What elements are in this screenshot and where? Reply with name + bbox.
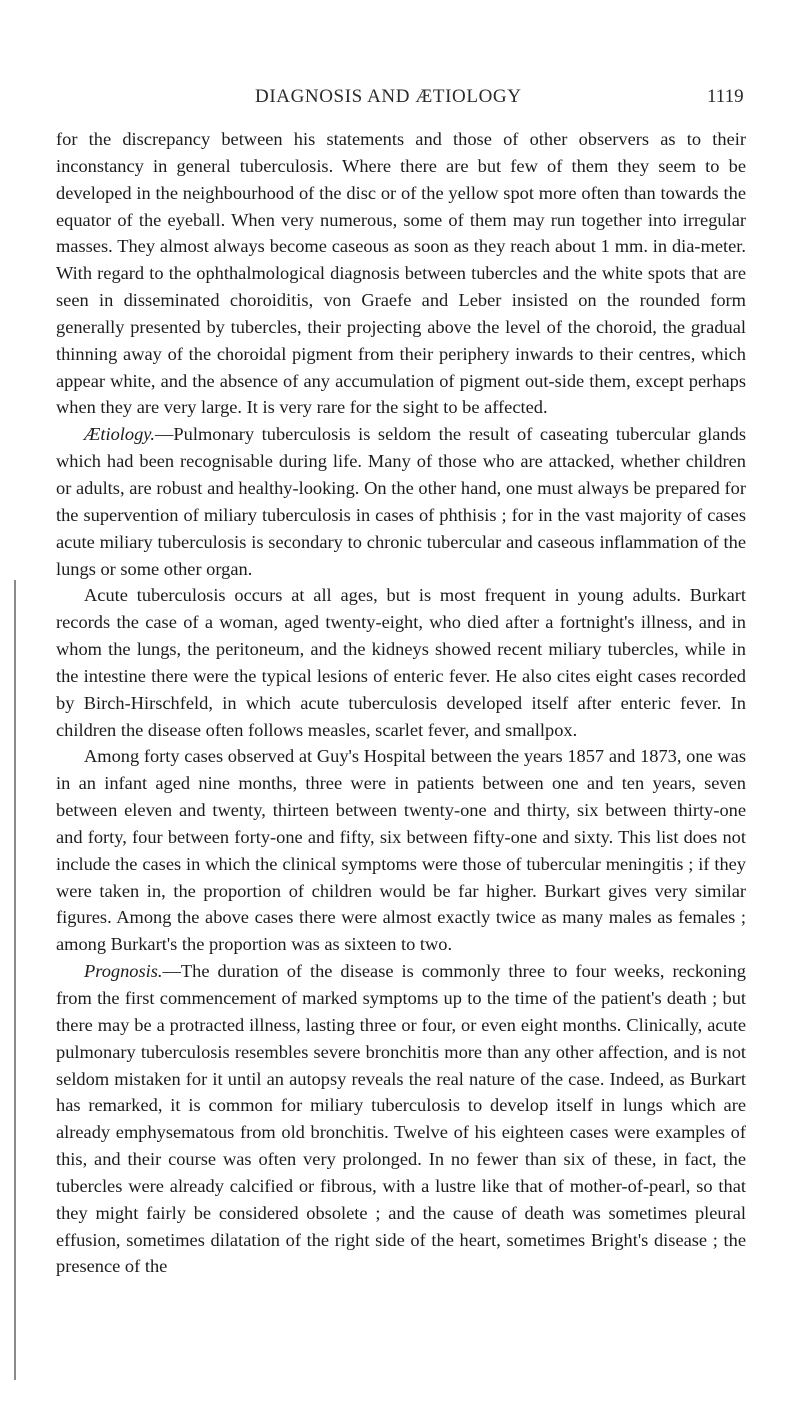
paragraph-text: —Pulmonary tuberculosis is seldom the result of caseating tubercular glands which had been recognisable during life. Many of those who are attacked, whether children or adults, are robust and healthy-looking. On the other hand, one must always be prepared for the supervention of miliary tuberculosis in cases of phthisis ; for in the vast majority of cases acute miliary tuberculosis is secondary to chronic tubercular and caseous inflammation of the lungs or some other organ. [56, 424, 746, 579]
paragraph-aetiology [56, 421, 746, 582]
paragraph-continued: for the discrepancy between his statements and those of other observers as to their inconstancy in general tuberculosis. Where there are but few of them they seem to be developed in the neighbourhood of the disc or of the yellow spot more often than towards the equator of the eyeball. When very numerous, some of them may run together into irregular masses. They almost always become caseous as soon as they reach about 1 mm. in dia-meter. With regard to the ophthalmological diagnosis between tubercles and the white spots that are seen in disseminated choroiditis, von Graefe and Leber insisted on the rounded form generally presented by tubercles, their projecting above the level of the choroid, the gradual thinning away of the choroidal pigment from their periphery inwards to their centres, which appear white, and the absence of any accumulation of pigment out-side them, except perhaps when they are very large. It is very rare for the sight to be affected. [56, 129, 746, 418]
page-header [0, 86, 800, 116]
section-heading-aetiology: Ætiology. [84, 424, 156, 445]
paragraph-prognosis [56, 958, 746, 1280]
paragraph-guys-hospital: Among forty cases observed at Guy's Hospital between the years 1857 and 1873, one was in an infant aged nine months, three were in patients between one and ten years, seven between eleven and twenty, thirteen between twenty-one and thirty, six between thirty-one and forty, four between forty-one and fifty, six between fifty-one and sixty. This list does not include the cases in which the clinical symptoms were those of tubercular meningitis ; if they were taken in, the proportion of children would be far higher. Burkart gives very similar figures. Among the above cases there were almost exactly twice as many males as females ; among Burkart's the proportion was as sixteen to two. [56, 746, 746, 955]
page-number: 1119 [707, 86, 744, 107]
running-head: DIAGNOSIS AND ÆTIOLOGY [255, 86, 522, 107]
section-heading-prognosis: Prognosis. [84, 961, 163, 982]
body-text [56, 126, 746, 1280]
paragraph-acute-tuberculosis: Acute tuberculosis occurs at all ages, but is most frequent in young adults. Burkart records the case of a woman, aged twenty-eight, who died after a fortnight's illness, and in whom the lungs, the peritoneum, and the kidneys showed recent miliary tubercles, while in the intestine there were the typical lesions of enteric fever. He also cites eight cases recorded by Birch-Hirschfeld, in which acute tuberculosis developed itself after enteric fever. In children the disease often follows measles, scarlet fever, and smallpox. [56, 585, 746, 740]
binding-edge [14, 580, 16, 1380]
paragraph-text: —The duration of the disease is commonly three to four weeks, reckoning from the first commencement of marked symptoms up to the time of the patient's death ; but there may be a protracted illness, lasting three or four, or even eight months. Clinically, acute pulmonary tuberculosis resembles severe bronchitis more than any other affection, and is not seldom mistaken for it until an autopsy reveals the real nature of the case. Indeed, as Burkart has remarked, it is common for miliary tuberculosis to develop itself in lungs which are already emphysematous from old bronchitis. Twelve of his eighteen cases were examples of this, and their course was often very prolonged. In no fewer than six of these, in fact, the tubercles were already calcified or fibrous, with a lustre like that of mother-of-pearl, so that they might fairly be considered obsolete ; and the cause of death was sometimes pleural effusion, sometimes dilatation of the right side of the heart, sometimes Bright's disease ; the presence of the [56, 961, 746, 1277]
